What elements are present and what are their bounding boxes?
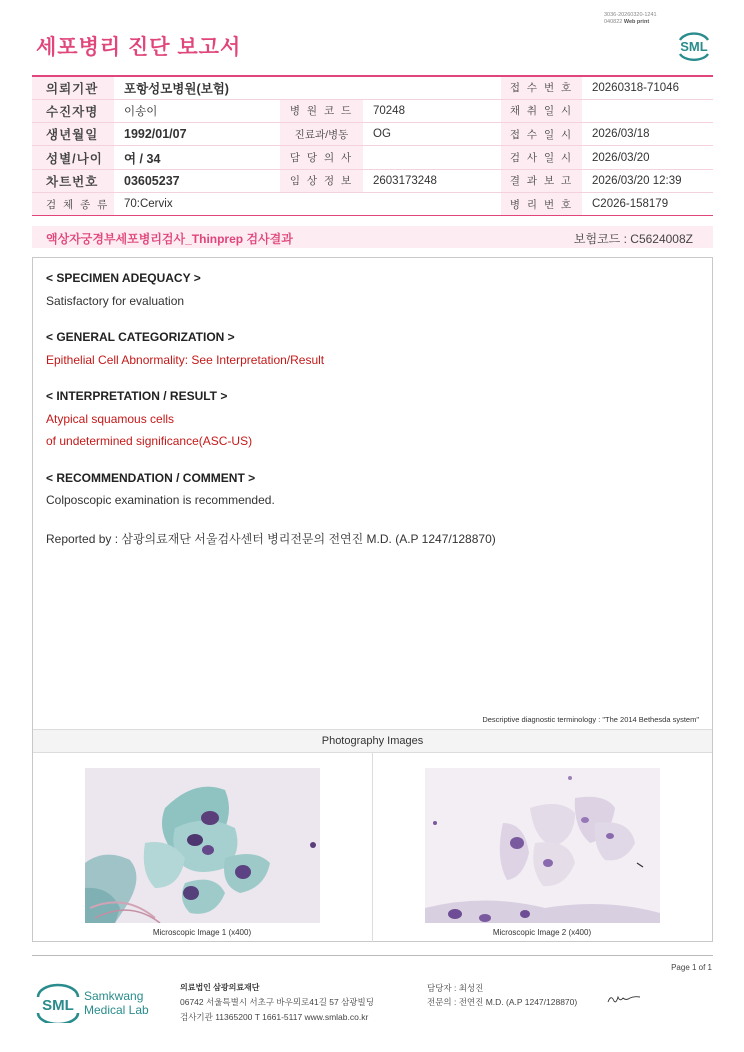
microscopic-image-2: [425, 768, 660, 923]
report-body: [32, 257, 713, 942]
department-value: OG: [363, 123, 501, 146]
print-meta: [604, 12, 657, 25]
info-row: [32, 76, 713, 99]
photo-divider: [372, 753, 373, 942]
reception-date-value: 2026/03/18: [582, 123, 713, 146]
info-row: [32, 169, 713, 192]
result-report-label: 결 과 보 고: [501, 169, 582, 192]
collection-date-value: [582, 99, 713, 122]
microscopic-image-1: [85, 768, 320, 923]
chart-no-value: 03605237: [114, 169, 280, 192]
hospital-code-value: 70248: [363, 99, 501, 122]
reception-no-value: 20260318-71046: [582, 76, 713, 99]
department-label: 진료과/병동: [280, 123, 363, 146]
dob-label: 생년월일: [32, 123, 114, 146]
test-name-bar: [32, 226, 713, 248]
logo-line2: Medical Lab: [84, 1003, 149, 1017]
image1-caption: Microscopic Image 1 (x400): [152, 928, 252, 937]
adequacy-heading: < SPECIMEN ADEQUACY >: [46, 271, 201, 285]
footer-address: 06742 서울특별시 서초구 바우뫼로41길 57 삼광빌딩: [180, 997, 374, 1007]
logo-line1: Samkwang: [84, 989, 144, 1003]
info-row: [32, 146, 713, 169]
patient-info-table: [32, 75, 713, 216]
exam-date-value: 2026/03/20: [582, 146, 713, 169]
collection-date-label: 채 취 일 시: [501, 99, 582, 122]
clinical-info-value: 2603173248: [363, 169, 501, 192]
page-number: Page 1 of 1: [671, 963, 712, 972]
pathology-no-value: C2026-158179: [582, 192, 713, 215]
interpretation-line2: of undetermined significance(ASC-US): [46, 434, 253, 448]
hospital-code-label: 병 원 코 드: [280, 99, 363, 122]
sex-age-label: 성별/나이: [32, 146, 114, 169]
dob-value: 1992/01/07: [114, 123, 280, 146]
test-name: 액상자궁경부세포병리검사_Thinprep 검사결과: [46, 232, 293, 246]
photography-heading: Photography Images: [33, 729, 712, 753]
categorization-heading: < GENERAL CATEGORIZATION >: [46, 330, 235, 344]
clinical-info-label: 임 상 정 보: [280, 169, 363, 192]
web-print-label: Web print: [623, 18, 650, 25]
sml-logo-icon: [674, 27, 714, 63]
patient-name-label: 수진자명: [32, 99, 114, 122]
interpretation-heading: < INTERPRETATION / RESULT >: [46, 389, 228, 403]
logo-text: SML: [680, 39, 708, 54]
terminology-note: Descriptive diagnostic terminology : "The 2014 Bethesda system": [482, 715, 699, 724]
footer-registration: 검사기관 11365200 T 1661-5117 www.smlab.co.kr: [180, 1012, 369, 1022]
sex-age-value: 여 / 34: [114, 146, 280, 169]
signature-icon: [606, 992, 642, 1006]
info-row: [32, 123, 713, 146]
interpretation-line1: Atypical squamous cells: [46, 412, 175, 426]
reported-by: Reported by : 삼광의료재단 서울검사센터 병리전문의 전연진 M.D. (A.P 1247/128870): [46, 532, 496, 546]
pathology-no-label: 병 리 번 호: [501, 192, 582, 215]
footer-specialist: 전문의 : 전연진 M.D. (A.P 1247/128870): [427, 997, 578, 1007]
categorization-text: Epithelial Cell Abnormality: See Interpretation/Result: [46, 353, 325, 367]
info-row: [32, 192, 713, 215]
footer-organization: 의료법인 삼광의료재단: [180, 983, 260, 992]
chart-no-label: 차트번호: [32, 169, 114, 192]
insurance-code: 보험코드 : C5624008Z: [573, 232, 693, 246]
print-id: 040822: [604, 18, 623, 25]
requester-label: 의뢰기관: [32, 76, 114, 99]
specimen-type-label: 검 체 종 류: [32, 192, 114, 215]
print-id-line2: [604, 19, 657, 26]
reception-date-label: 접 수 일 시: [501, 123, 582, 146]
svg-text:SML: SML: [42, 997, 74, 1014]
recommendation-heading: < RECOMMENDATION / COMMENT >: [46, 471, 256, 485]
reception-no-label: 접 수 번 호: [501, 76, 582, 99]
exam-date-label: 검 사 일 시: [501, 146, 582, 169]
samkwang-logo-icon: [36, 983, 156, 1023]
recommendation-text: Colposcopic examination is recommended.: [46, 493, 275, 507]
patient-name-value: 이송이: [114, 99, 280, 122]
doctor-value: [363, 146, 501, 169]
requester-value: 포항성모병원(보험): [114, 76, 501, 99]
print-id-line1: 3036-20260320-1241: [604, 12, 657, 18]
footer-divider: [32, 955, 713, 956]
info-row: [32, 99, 713, 122]
result-report-value: 2026/03/20 12:39: [582, 169, 713, 192]
image2-caption: Microscopic Image 2 (x400): [492, 928, 592, 937]
specimen-type-value: 70:Cervix: [114, 192, 501, 215]
adequacy-text: Satisfactory for evaluation: [46, 294, 185, 308]
page-title: 세포병리 진단 보고서: [36, 36, 242, 59]
footer-staff: 담당자 : 최성진: [427, 983, 484, 993]
doctor-label: 담 당 의 사: [280, 146, 363, 169]
